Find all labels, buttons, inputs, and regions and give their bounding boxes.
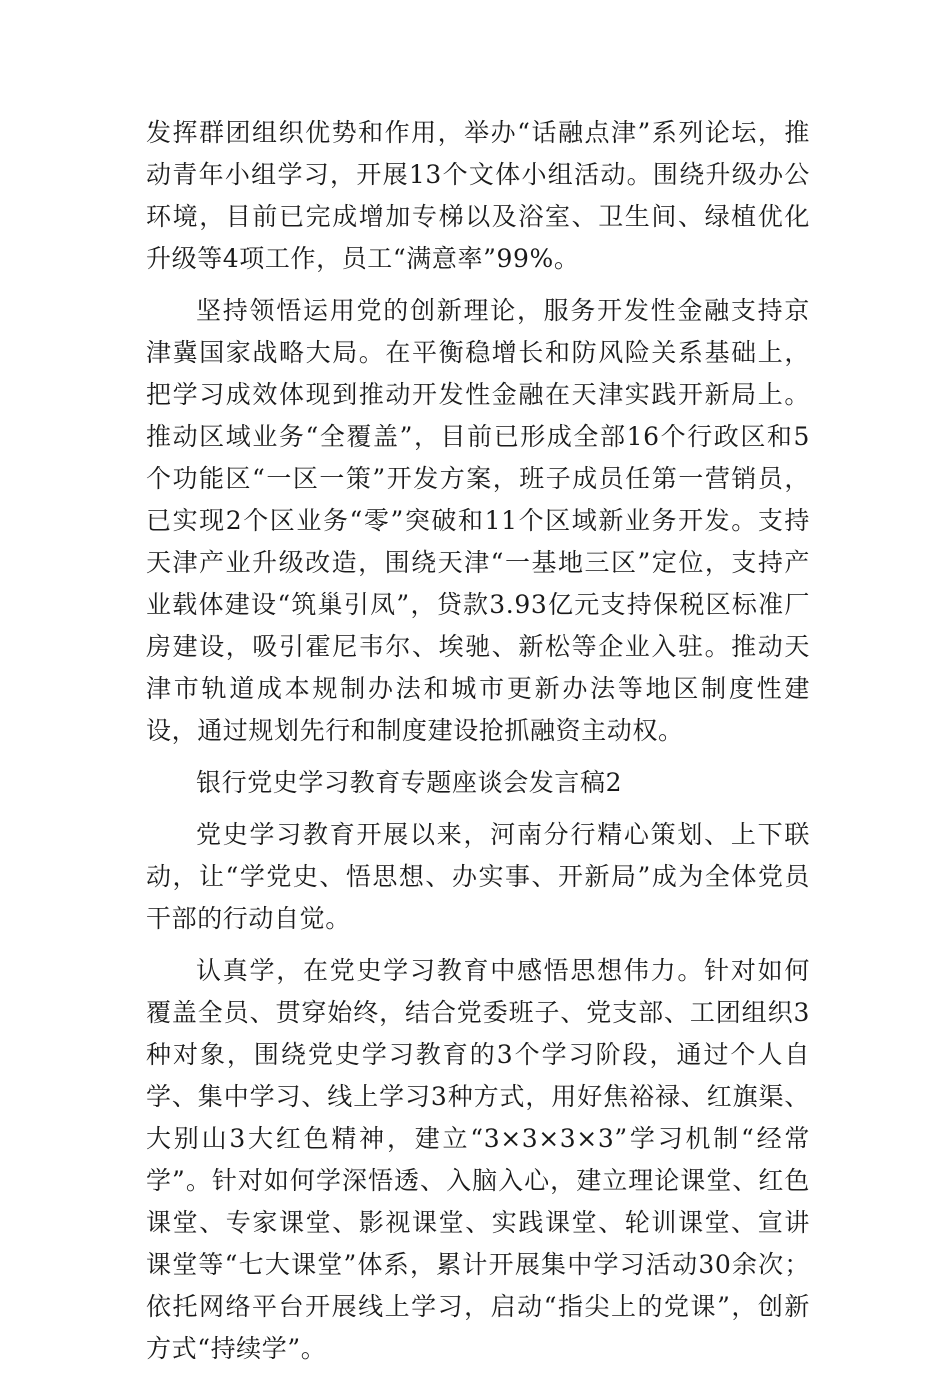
- paragraph-study-mechanism: 认真学，在党史学习教育中感悟思想伟力。针对如何覆盖全员、贯穿始终，结合党委班子、党支部、工团组织3种对象，围绕党史学习教育的3个学习阶段，通过个人自学、集中学习、线上学习3种方式，用好焦裕禄、红旗渠、大别山3大红色精神，建立“3×3×3×3”学习机制“经常学”。针对如何学深悟透、入脑入心，建立理论课堂、红色课堂、专家课堂、影视课堂、实践课堂、轮训课堂、宣讲课堂等“七大课堂”体系，累计开展集中学习活动30余次；依托网络平台开展线上学习，启动“指尖上的党课”，创新方式“持续学”。: [146, 956, 810, 1363]
- section-title: 银行党史学习教育专题座谈会发言稿2: [196, 768, 623, 797]
- document-body: [146, 112, 810, 1380]
- paragraph-continued: 发挥群团组织优势和作用，举办“话融点津”系列论坛，推动青年小组学习，开展13个文体小组活动。围绕升级办公环境，目前已完成增加专梯以及浴室、卫生间、绿植优化升级等4项工作，员工“满意率”99%。: [146, 118, 810, 273]
- paragraph-henan-intro: 党史学习教育开展以来，河南分行精心策划、上下联动，让“学党史、悟思想、办实事、开新局”成为全体党员干部的行动自觉。: [146, 820, 810, 933]
- paragraph-tianjin-strategy: 坚持领悟运用党的创新理论，服务开发性金融支持京津冀国家战略大局。在平衡稳增长和防风险关系基础上，把学习成效体现到推动开发性金融在天津实践开新局上。推动区域业务“全覆盖”，目前已形成全部16个行政区和5个功能区“一区一策”开发方案，班子成员任第一营销员，已实现2个区业务“零”突破和11个区域新业务开发。支持天津产业升级改造，围绕天津“一基地三区”定位，支持产业载体建设“筑巢引凤”，贷款3.93亿元支持保税区标准厂房建设，吸引霍尼韦尔、埃驰、新松等企业入驻。推动天津市轨道成本规制办法和城市更新办法等地区制度性建设，通过规划先行和制度建设抢抓融资主动权。: [146, 296, 810, 745]
